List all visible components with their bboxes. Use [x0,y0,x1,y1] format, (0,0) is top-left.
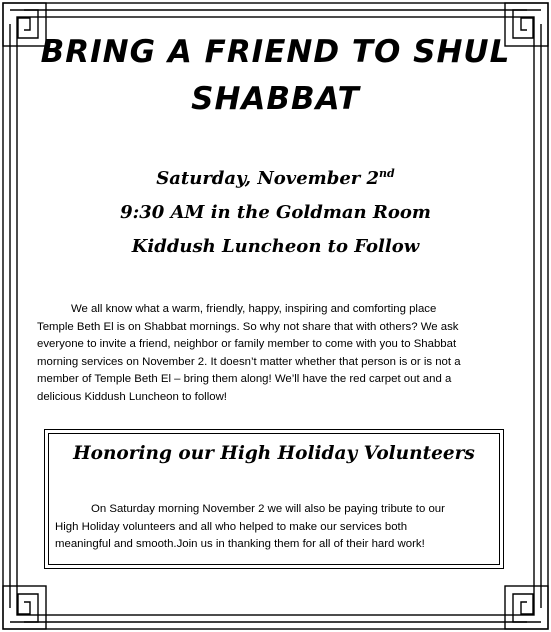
paragraph-line: Temple Beth El is on Shabbat mornings. So why not share that with others? We ask [37,320,459,333]
paragraph-line: On Saturday morning November 2 we will also be paying tribute to our [91,503,445,515]
flyer-title-line-1: BRING A FRIEND TO SHUL [40,34,511,70]
corner-ornament-bottom-left [3,586,46,629]
event-followup: Kiddush Luncheon to Follow [131,236,420,257]
paragraph-line: member of Temple Beth El – bring them along! We’ll have the red carpet out and a [37,373,452,386]
paragraph-line: meaningful and smooth.Join us in thanking them for all of their hard work! [55,538,425,551]
corner-ornament-top-right [505,3,548,46]
paragraph-line: High Holiday volunteers and all who helped to make our services both [55,520,408,533]
volunteers-heading: Honoring our High Holiday Volunteers [73,443,475,464]
event-date-suffix: nd [379,167,395,180]
paragraph-line: everyone to invite a friend, neighbor or family member to come with you to Shabbat [37,338,457,351]
invitation-paragraph [37,301,517,407]
event-date [40,168,511,188]
event-time-place: 9:30 AM in the Goldman Room [120,202,431,223]
paragraph-line: morning services on November 2. It doesn’t matter whether that person is or is not a [37,355,461,368]
volunteers-callout-box [44,429,504,569]
paragraph-line: We all know what a warm, friendly, happy, inspiring and comforting place [71,303,437,315]
flyer-title-line-2: SHABBAT [191,81,360,117]
event-date-text: Saturday, November 2 [156,168,380,189]
corner-ornament-bottom-right [505,586,548,629]
volunteers-paragraph [55,501,500,554]
paragraph-line: delicious Kiddush Luncheon to follow! [37,390,227,403]
